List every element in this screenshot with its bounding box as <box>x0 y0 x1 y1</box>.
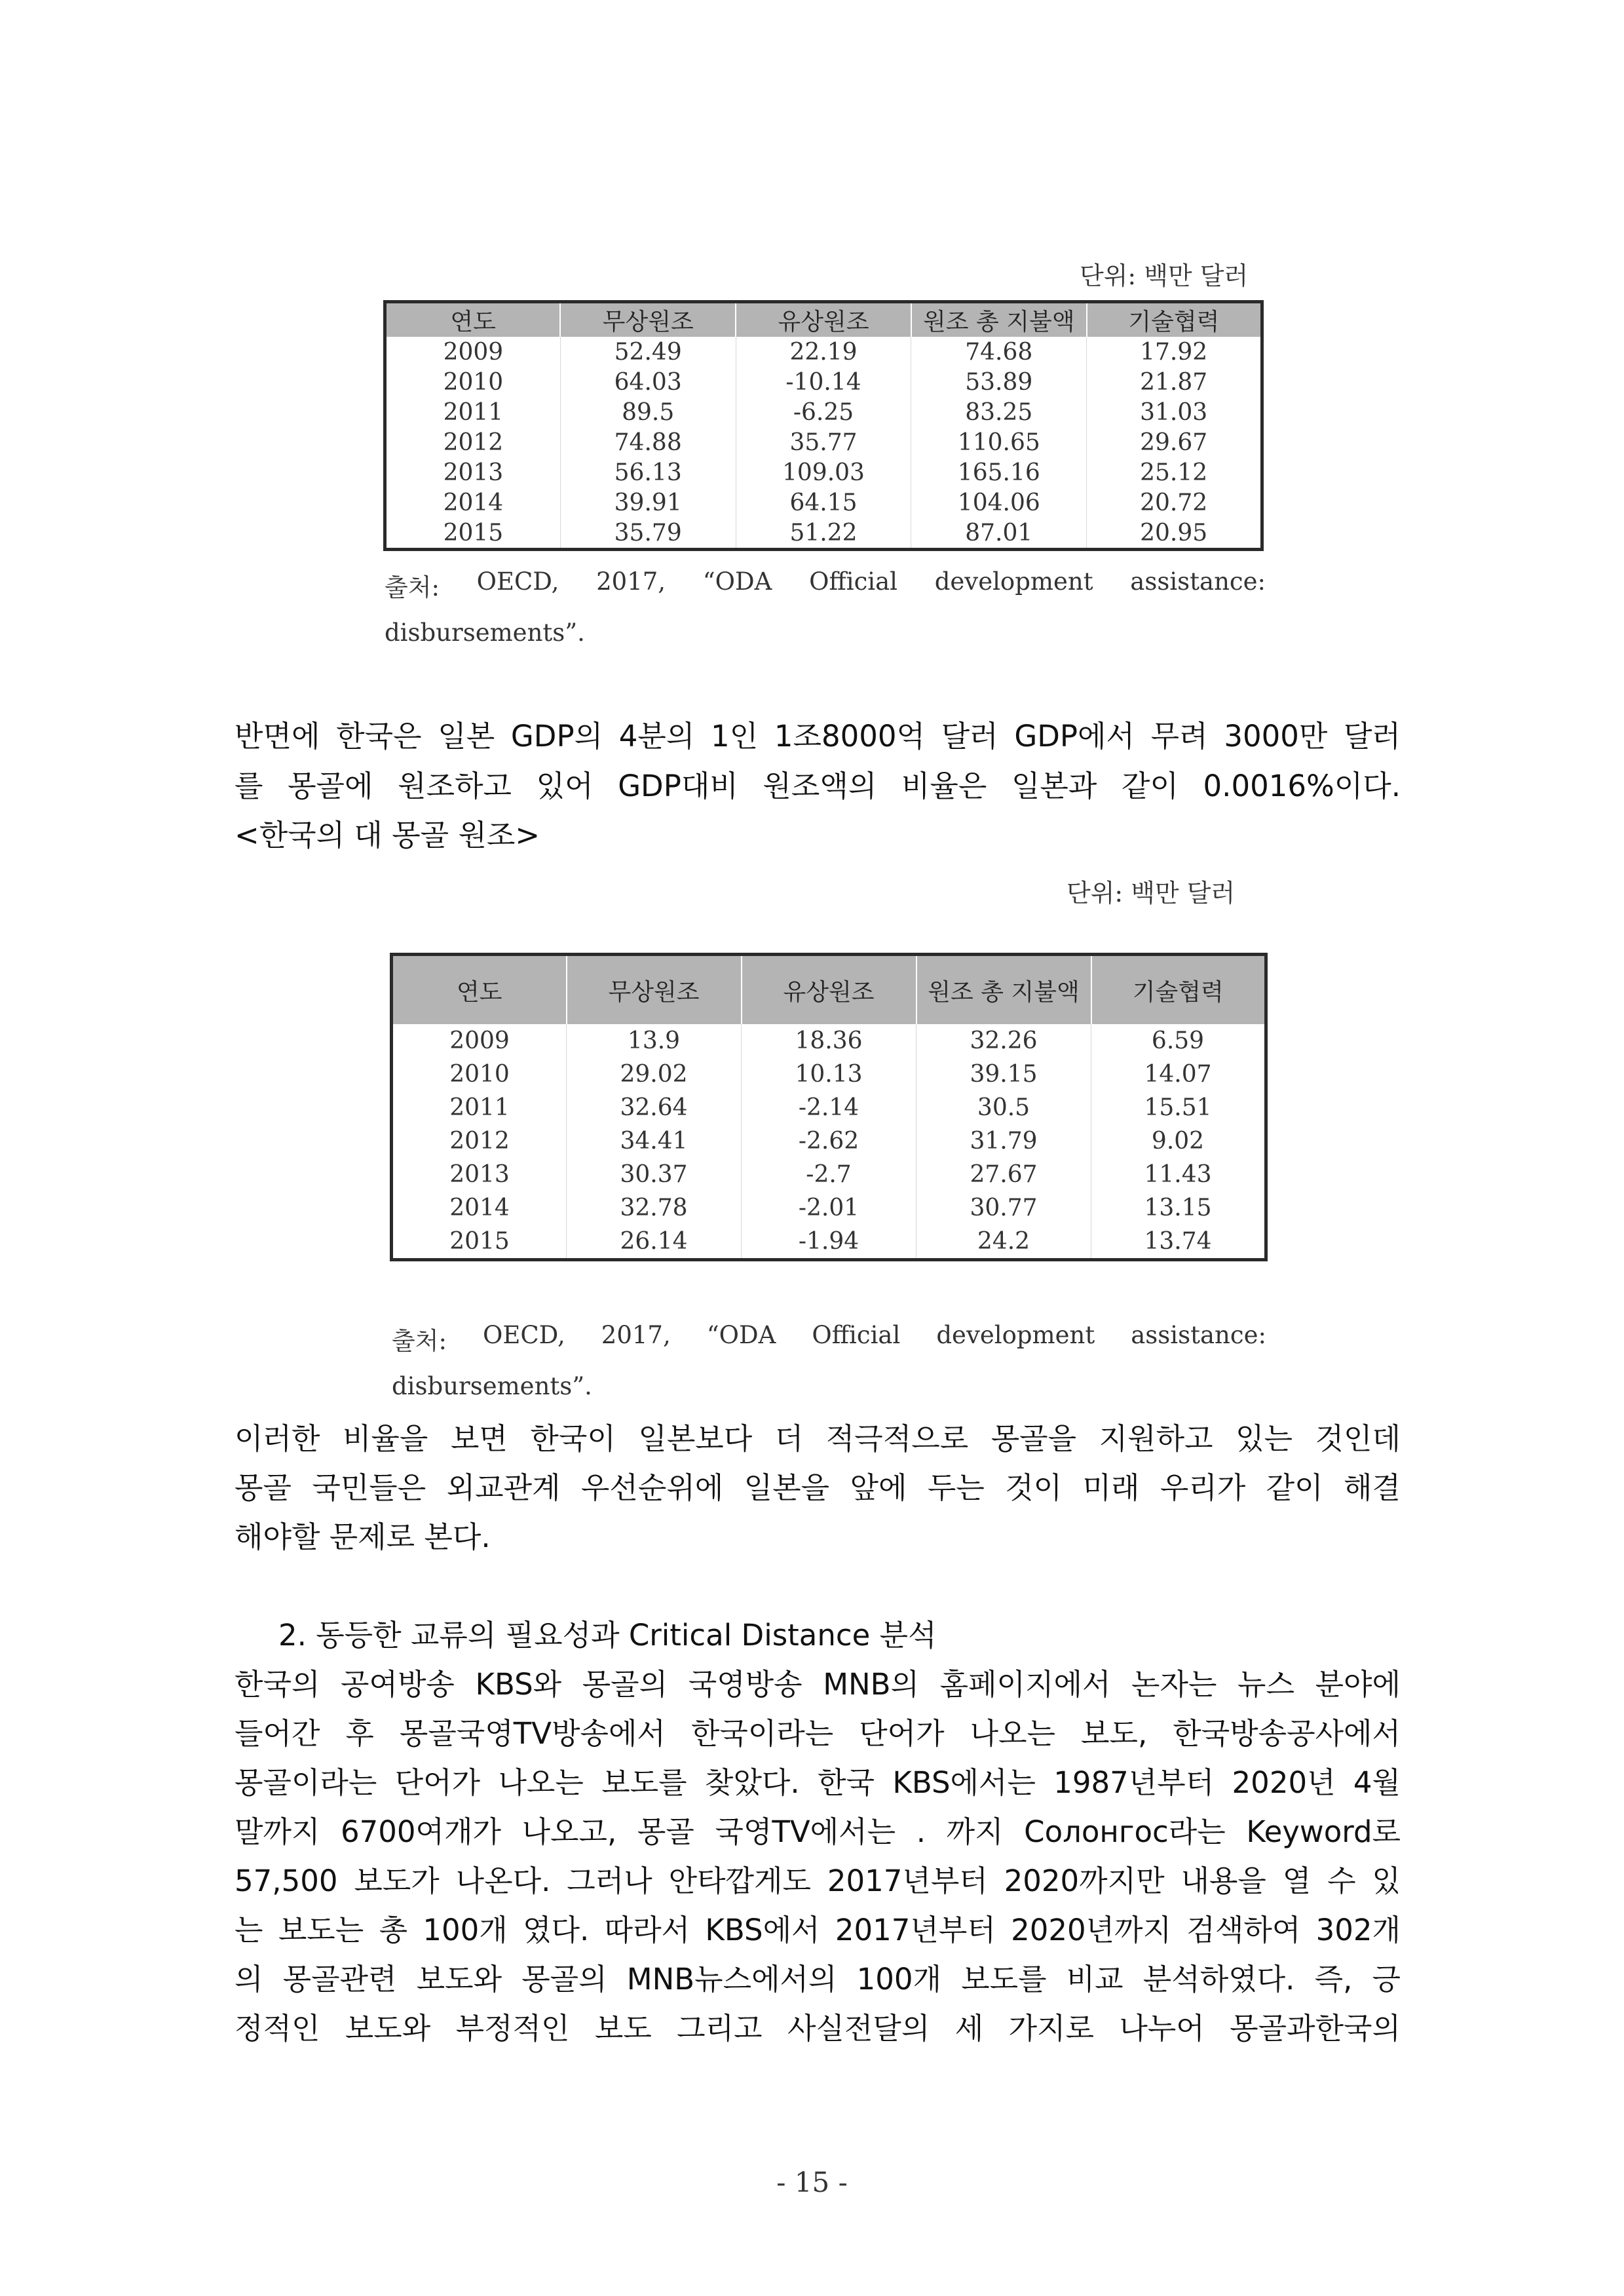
table2-source <box>392 1321 1266 1356</box>
table-row <box>385 397 1262 427</box>
table-row <box>385 457 1262 488</box>
table-cell: 104.06 <box>911 488 1087 518</box>
table-cell: 30.37 <box>567 1158 742 1191</box>
table-cell: -10.14 <box>736 367 911 397</box>
table-cell: 51.22 <box>736 518 911 550</box>
paragraph-line: 몽골이라는 단어가 나오는 보도를 찾았다. 한국 KBS에서는 1987년부터 2020년 4월 <box>235 1765 1401 1800</box>
table-cell: 30.77 <box>916 1191 1091 1225</box>
table-cell: 64.03 <box>560 367 736 397</box>
table-cell: 2014 <box>385 488 561 518</box>
col-tech: 기술협력 <box>1087 302 1262 337</box>
table-cell: 10.13 <box>742 1058 916 1091</box>
table-cell: 35.79 <box>560 518 736 550</box>
table-row <box>385 427 1262 457</box>
table-cell: -1.94 <box>742 1225 916 1260</box>
table-cell: 20.95 <box>1140 519 1208 546</box>
source-word: development <box>934 567 1093 596</box>
table-cell: 109.03 <box>736 457 911 488</box>
paragraph-line: 들어간 후 몽골국영TV방송에서 한국이라는 단어가 나오는 보도, 한국방송공사에서 <box>235 1716 1401 1751</box>
table-cell: 53.89 <box>911 367 1087 397</box>
table1-source <box>385 567 1266 603</box>
table-cell: 2013 <box>392 1158 567 1191</box>
table-cell: 35.77 <box>736 427 911 457</box>
table-cell: 29.67 <box>1140 429 1208 456</box>
table-cell: 64.15 <box>736 488 911 518</box>
col-total: 원조 총 지불액 <box>916 955 1091 1025</box>
table-cell: 2010 <box>392 1058 567 1091</box>
table-cell: 20.72 <box>1140 489 1208 516</box>
source-word: OECD, <box>476 567 559 596</box>
table-cell: 2011 <box>385 397 561 427</box>
source-word: assistance: <box>1131 1321 1266 1349</box>
table-row <box>392 1124 1266 1158</box>
table-cell: 9.02 <box>1151 1128 1205 1155</box>
table-cell: 32.26 <box>916 1024 1091 1058</box>
table-cell: 21.87 <box>1140 368 1208 396</box>
table-cell: 89.5 <box>560 397 736 427</box>
table-cell: 32.78 <box>567 1191 742 1225</box>
source-word: Official <box>812 1321 901 1349</box>
paragraph-line: 말까지 6700여개가 나오고, 몽골 국영TV에서는 . 까지 Солонгос라는 Keyword로 <box>235 1814 1401 1849</box>
table-cell: 2012 <box>392 1124 567 1158</box>
table-row <box>392 1091 1266 1124</box>
table-cell: 2014 <box>392 1191 567 1225</box>
table-cell: 87.01 <box>911 518 1087 550</box>
table-cell: -2.62 <box>742 1124 916 1158</box>
table-cell: 110.65 <box>911 427 1087 457</box>
table-cell: 26.14 <box>567 1225 742 1260</box>
table-cell: 17.92 <box>1140 338 1208 366</box>
table-cell: 22.19 <box>736 337 911 367</box>
table-cell: 83.25 <box>911 397 1087 427</box>
table2-source-end: disbursements”. <box>392 1372 592 1400</box>
paragraph-line: 57,500 보도가 나온다. 그러나 안타깝게도 2017년부터 2020까지만 내용을 열 수 있 <box>235 1864 1401 1898</box>
paragraph-line: 몽골 국민들은 외교관계 우선순위에 일본을 앞에 두는 것이 미래 우리가 같이 해결 <box>235 1470 1401 1505</box>
table-cell: 39.15 <box>916 1058 1091 1091</box>
table-cell: 6.59 <box>1151 1027 1205 1054</box>
table-row <box>392 1191 1266 1225</box>
col-year: 연도 <box>385 302 561 337</box>
table-row <box>385 488 1262 518</box>
table-cell: 13.74 <box>1144 1228 1212 1255</box>
table-cell: 30.5 <box>916 1091 1091 1124</box>
col-loan: 유상원조 <box>736 302 911 337</box>
table-cell: 13.15 <box>1144 1195 1212 1221</box>
table-cell: -2.14 <box>742 1091 916 1124</box>
table-cell: 2009 <box>385 337 561 367</box>
source-word: “ODA <box>706 1321 776 1349</box>
paragraph-line: 를 몽골에 원조하고 있어 GDP대비 원조액의 비율은 일본과 같이 0.0016%이다. <box>235 769 1401 803</box>
table-header-row <box>392 955 1266 1025</box>
col-total: 원조 총 지불액 <box>911 302 1087 337</box>
col-grant: 무상원조 <box>567 955 742 1025</box>
source-word: 2017, <box>596 567 666 596</box>
table-row <box>392 1225 1266 1260</box>
table-cell: 2011 <box>392 1091 567 1124</box>
source-word: assistance: <box>1130 567 1266 596</box>
paragraph-line: 는 보도는 총 100개 였다. 따라서 KBS에서 2017년부터 2020년까지 검색하여 302개 <box>235 1913 1401 1947</box>
table-row <box>385 337 1262 367</box>
table-row <box>392 1024 1266 1058</box>
korea-aid-table <box>390 953 1268 1261</box>
table-cell: -2.01 <box>742 1191 916 1225</box>
table-cell: 74.68 <box>911 337 1087 367</box>
table-cell: -6.25 <box>736 397 911 427</box>
table-cell: 11.43 <box>1144 1161 1212 1188</box>
table-cell: 2009 <box>392 1024 567 1058</box>
table-cell: 18.36 <box>742 1024 916 1058</box>
table-row <box>392 1058 1266 1091</box>
table-cell: 29.02 <box>567 1058 742 1091</box>
page-number: - 15 - <box>776 2166 848 2198</box>
table-cell: 25.12 <box>1140 459 1208 486</box>
table-cell: 15.51 <box>1144 1094 1212 1121</box>
table-cell: 13.9 <box>567 1024 742 1058</box>
table-cell: 31.79 <box>916 1124 1091 1158</box>
table2-unit-label: 단위: 백만 달러 <box>1067 879 1236 908</box>
paragraph-line: 반면에 한국은 일본 GDP의 4분의 1인 1조8000억 달러 GDP에서 무려 3000만 달러 <box>235 719 1401 754</box>
table-cell: 52.49 <box>560 337 736 367</box>
table-cell: -2.7 <box>742 1158 916 1191</box>
table-cell: 2013 <box>385 457 561 488</box>
table-cell: 39.91 <box>560 488 736 518</box>
source-word: development <box>936 1321 1095 1349</box>
table1-source-end: disbursements”. <box>385 619 585 647</box>
table1-unit-label: 단위: 백만 달러 <box>1080 261 1249 290</box>
source-word: Official <box>809 567 898 596</box>
table-cell: 27.67 <box>916 1158 1091 1191</box>
col-loan: 유상원조 <box>742 955 916 1025</box>
table-cell: 24.2 <box>916 1225 1091 1260</box>
table-row <box>385 367 1262 397</box>
table-cell: 2015 <box>392 1225 567 1260</box>
table-cell: 56.13 <box>560 457 736 488</box>
source-word: 출처: <box>392 1327 447 1355</box>
source-word: OECD, <box>482 1321 565 1349</box>
table-row <box>392 1158 1266 1191</box>
table-cell: 74.88 <box>560 427 736 457</box>
table-caption: <한국의 대 몽골 원조> <box>235 818 540 852</box>
table-cell: 2012 <box>385 427 561 457</box>
table-cell: 165.16 <box>911 457 1087 488</box>
col-grant: 무상원조 <box>560 302 736 337</box>
paragraph-line: 해야할 문제로 본다. <box>235 1520 491 1554</box>
table-cell: 34.41 <box>567 1124 742 1158</box>
source-word: “ODA <box>702 567 772 596</box>
paragraph-line: 의 몽골관련 보도와 몽골의 MNB뉴스에서의 100개 보도를 비교 분석하였다. 즉, 긍 <box>235 1962 1401 1997</box>
table-cell: 32.64 <box>567 1091 742 1124</box>
table-header-row <box>385 302 1262 337</box>
table-row <box>385 518 1262 550</box>
paragraph-line: 이러한 비율을 보면 한국이 일본보다 더 적극적으로 몽골을 지원하고 있는 것인데 <box>235 1421 1401 1456</box>
table-cell: 14.07 <box>1144 1061 1212 1088</box>
col-year: 연도 <box>392 955 567 1025</box>
source-word: 출처: <box>385 573 440 602</box>
section-heading: 2. 동등한 교류의 필요성과 Critical Distance 분석 <box>278 1618 937 1653</box>
table-cell: 2015 <box>385 518 561 550</box>
table-cell: 2010 <box>385 367 561 397</box>
japan-aid-table <box>383 300 1264 551</box>
source-word: 2017, <box>601 1321 671 1349</box>
table-cell: 31.03 <box>1140 398 1208 426</box>
col-tech: 기술협력 <box>1091 955 1266 1025</box>
paragraph-line: 한국의 공여방송 KBS와 몽골의 국영방송 MNB의 홈페이지에서 논자는 뉴스 분야에 <box>235 1667 1401 1702</box>
paragraph-line: 정적인 보도와 부정적인 보도 그리고 사실전달의 세 가지로 나누어 몽골과한국의 <box>235 2011 1401 2046</box>
